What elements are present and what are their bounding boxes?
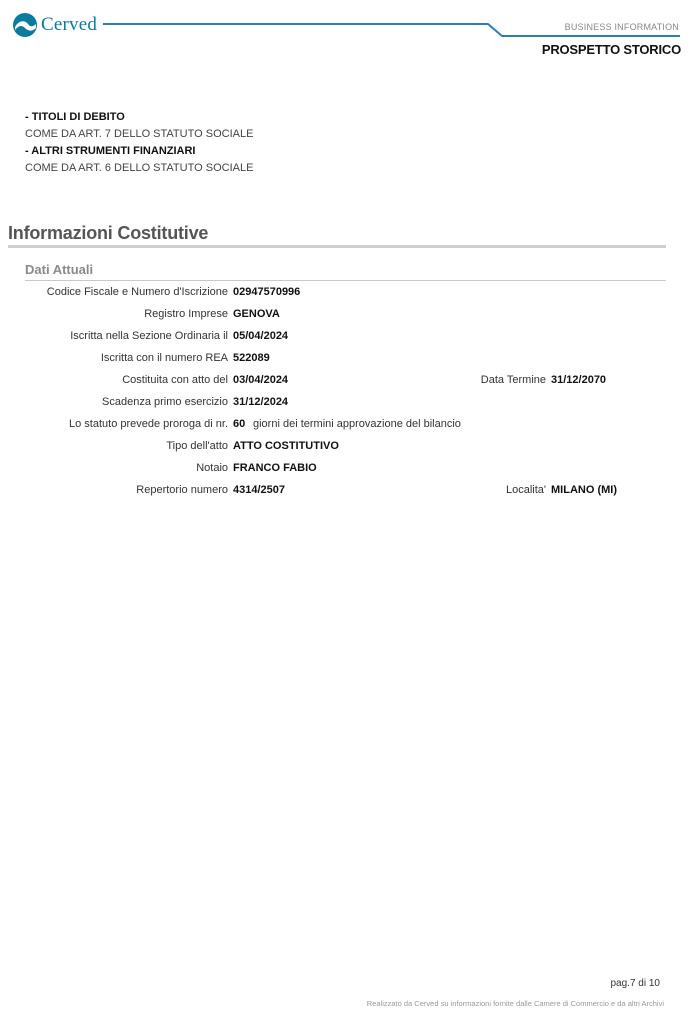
subsection-title: Dati Attuali [25, 262, 94, 277]
field-value: 522089 [233, 352, 270, 364]
field-row-tipo-atto [0, 440, 697, 456]
section-title: Informazioni Costitutive [8, 223, 209, 243]
footer-note: Realizzato da Cerved su informazioni fornite dalle Camere di Commercio e da altri Archivi [366, 999, 664, 1008]
field-value: 03/04/2024 [233, 374, 289, 386]
field-label: Iscritta nella Sezione Ordinaria il [70, 330, 228, 342]
field-label: Costituita con atto del [122, 374, 228, 386]
field-label: Repertorio numero [136, 484, 228, 496]
field-row-costituita [0, 374, 697, 390]
item-title: - ALTRI STRUMENTI FINANZIARI [25, 145, 196, 157]
field-value: GENOVA [233, 308, 280, 320]
field-row-registro [0, 308, 697, 324]
tagline: BUSINESS INFORMATION [564, 22, 679, 32]
field-label: Iscritta con il numero REA [100, 352, 228, 364]
field-value: 02947570996 [233, 286, 301, 298]
field-label: Tipo dell'atto [166, 440, 228, 452]
field-row-proroga [0, 418, 697, 434]
field-row-sezione [0, 330, 697, 346]
subsection-divider [25, 280, 666, 281]
field-value: 31/12/2024 [233, 396, 289, 408]
field-label: Scadenza primo esercizio [102, 396, 228, 408]
item-description: COME DA ART. 6 DELLO STATUTO SOCIALE [25, 162, 254, 174]
field-value-localita: MILANO (MI) [551, 484, 617, 496]
field-value-data-termine: 31/12/2070 [551, 374, 607, 386]
brand-name: Cerved [41, 14, 98, 35]
field-label-localita: Localita' [505, 484, 546, 496]
field-row-rea [0, 352, 697, 368]
page-number: pag.7 di 10 [610, 978, 660, 989]
item-description: COME DA ART. 7 DELLO STATUTO SOCIALE [25, 128, 254, 140]
field-value: FRANCO FABIO [233, 462, 317, 474]
field-value: 05/04/2024 [233, 330, 289, 342]
report-title: PROSPETTO STORICO [541, 42, 681, 57]
section-divider [8, 245, 666, 248]
item-title: - TITOLI DI DEBITO [25, 111, 125, 123]
field-note: giorni dei termini approvazione del bilancio [253, 418, 461, 430]
field-value: 60 [233, 418, 246, 430]
field-label: Registro Imprese [144, 308, 228, 320]
field-label: Codice Fiscale e Numero d'Iscrizione [46, 286, 228, 298]
field-value: ATTO COSTITUTIVO [233, 440, 339, 452]
field-label: Notaio [196, 462, 228, 474]
field-label-data-termine: Data Termine [480, 374, 546, 386]
field-row-scadenza [0, 396, 697, 412]
field-row-notaio [0, 462, 697, 478]
field-row-repertorio [0, 484, 697, 500]
field-label: Lo statuto prevede proroga di nr. [69, 418, 228, 430]
field-value: 4314/2507 [233, 484, 285, 496]
field-row-codice-fiscale [0, 286, 697, 302]
